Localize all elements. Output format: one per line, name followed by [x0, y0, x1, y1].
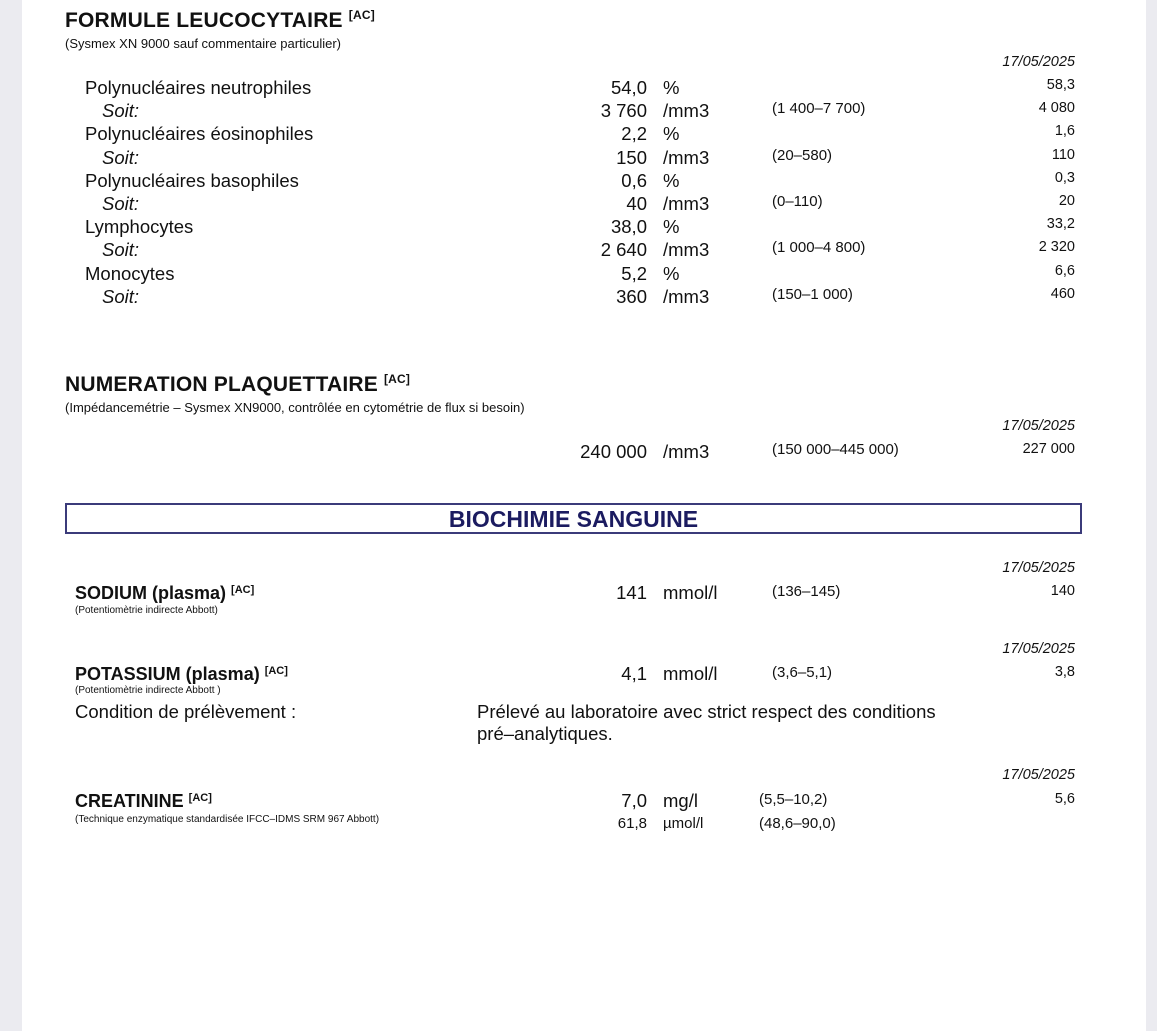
row-prev: 33,2 [1046, 216, 1075, 232]
row-prev: 20 [1058, 193, 1075, 209]
row-soit-label: Soit: [102, 147, 140, 168]
potassium-title [75, 664, 288, 685]
row-prev: 4 080 [1038, 100, 1075, 116]
row-unit: /mm3 [663, 147, 710, 168]
sodium-ac-tag: [AC] [231, 584, 255, 596]
formule-title-text: FORMULE LEUCOCYTAIRE [65, 9, 343, 32]
row-value: 2,2 [621, 123, 647, 144]
potassium-value: 4,1 [621, 663, 647, 684]
creatinine-ref: (5,5–10,2) [759, 791, 828, 808]
formule-ac-tag: [AC] [348, 8, 375, 22]
row-ref: (1 000–4 800) [772, 239, 866, 256]
sodium-title [75, 583, 254, 604]
row-value: 54,0 [610, 77, 647, 98]
formule-title [65, 9, 375, 33]
plaquettes-ref: (150 000–445 000) [772, 441, 899, 458]
row-label: Polynucléaires basophiles [85, 170, 299, 191]
creatinine-title-text: CREATININE [75, 791, 184, 811]
sodium-unit: mmol/l [663, 582, 718, 603]
row-ref: (150–1 000) [772, 286, 853, 303]
row-label: Monocytes [85, 263, 175, 284]
plaquettes-value: 240 000 [580, 441, 647, 462]
sodium-prev: 140 [1050, 583, 1075, 599]
row-ref: (1 400–7 700) [772, 100, 866, 117]
plaquettes-method: (Impédancemétrie – Sysmex XN9000, contrôlée en cytométrie de flux si besoin) [65, 400, 525, 415]
potassium-unit: mmol/l [663, 663, 718, 684]
creatinine-value: 7,0 [621, 790, 647, 811]
row-unit: % [663, 263, 680, 284]
row-unit: /mm3 [663, 100, 710, 121]
row-unit: /mm3 [663, 286, 710, 307]
row-ref: (20–580) [772, 147, 833, 164]
sodium-ref: (136–145) [772, 583, 841, 600]
potassium-prev: 3,8 [1054, 664, 1075, 680]
row-value: 40 [626, 193, 647, 214]
row-value: 38,0 [610, 216, 647, 237]
row-label: Polynucléaires éosinophiles [85, 123, 314, 144]
formule-date: 17/05/2025 [1002, 54, 1075, 70]
plaquettes-title-text: NUMERATION PLAQUETTAIRE [65, 373, 378, 396]
creatinine-title [75, 791, 212, 812]
row-soit-label: Soit: [102, 239, 140, 260]
creatinine-date: 17/05/2025 [1002, 767, 1075, 783]
creatinine-prev: 5,6 [1054, 791, 1075, 807]
row-label: Polynucléaires neutrophiles [85, 77, 312, 98]
row-prev: 6,6 [1054, 263, 1075, 279]
condition-line-1: Prélevé au laboratoire avec strict respect des conditions [477, 701, 936, 722]
report-page [22, 0, 1146, 1031]
sodium-date: 17/05/2025 [1002, 560, 1075, 576]
row-value: 3 760 [600, 100, 647, 121]
row-unit: /mm3 [663, 193, 710, 214]
potassium-date: 17/05/2025 [1002, 641, 1075, 657]
biochimie-header-box [65, 503, 1082, 534]
row-value: 360 [616, 286, 647, 307]
row-soit-label: Soit: [102, 286, 140, 307]
row-prev: 2 320 [1038, 239, 1075, 255]
formule-method: (Sysmex XN 9000 sauf commentaire particulier) [65, 36, 341, 51]
plaquettes-ac-tag: [AC] [383, 372, 411, 386]
creatinine-unit-2: µmol/l [663, 815, 704, 832]
row-value: 5,2 [621, 263, 647, 284]
plaquettes-title [65, 373, 410, 397]
potassium-title-text: POTASSIUM (plasma) [75, 664, 260, 684]
row-unit: % [663, 77, 680, 98]
row-prev: 460 [1050, 286, 1075, 302]
biochimie-header: BIOCHIMIE SANGUINE [448, 506, 699, 532]
row-label: Lymphocytes [85, 216, 194, 237]
row-prev: 110 [1051, 147, 1075, 163]
condition-label: Condition de prélèvement : [75, 701, 297, 722]
row-value: 150 [616, 147, 647, 168]
sodium-title-text: SODIUM (plasma) [75, 583, 227, 603]
row-unit: % [663, 123, 680, 144]
plaquettes-date: 17/05/2025 [1002, 418, 1075, 434]
row-unit: % [663, 216, 680, 237]
creatinine-ac-tag: [AC] [188, 792, 212, 804]
creatinine-value-2: 61,8 [617, 815, 647, 832]
row-value: 2 640 [600, 239, 647, 260]
row-prev: 1,6 [1054, 123, 1075, 139]
sodium-method: (Potentiomètrie indirecte Abbott) [75, 605, 218, 616]
creatinine-unit: mg/l [663, 790, 698, 811]
sodium-value: 141 [616, 582, 647, 603]
row-soit-label: Soit: [102, 193, 140, 214]
creatinine-ref-2: (48,6–90,0) [759, 815, 836, 832]
plaquettes-unit: /mm3 [663, 441, 710, 462]
condition-line-2: pré–analytiques. [477, 723, 613, 744]
row-prev: 0,3 [1054, 170, 1075, 186]
row-ref: (0–110) [772, 193, 823, 210]
creatinine-method: (Technique enzymatique standardisée IFCC–IDMS SRM 967 Abbott) [75, 814, 380, 825]
potassium-method: (Potentiomètrie indirecte Abbott ) [75, 685, 221, 696]
potassium-ac-tag: [AC] [264, 665, 288, 677]
row-value: 0,6 [621, 170, 647, 191]
row-prev: 58,3 [1046, 77, 1075, 93]
plaquettes-prev: 227 000 [1022, 441, 1075, 457]
row-unit: % [663, 170, 680, 191]
row-unit: /mm3 [663, 239, 710, 260]
potassium-ref: (3,6–5,1) [772, 664, 833, 681]
row-soit-label: Soit: [102, 100, 140, 121]
